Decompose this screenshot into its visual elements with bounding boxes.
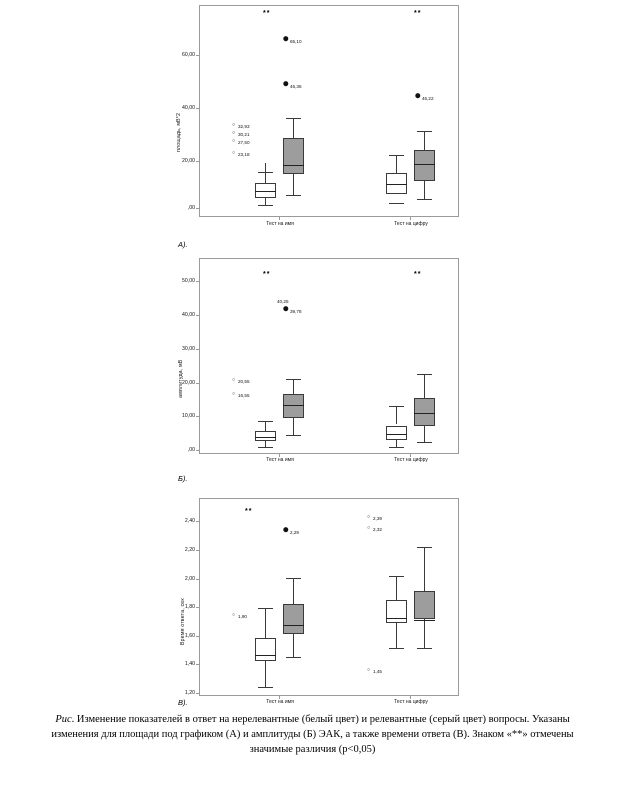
panel-b-median-1 — [255, 437, 276, 438]
panel-a-outlier-marker-6: ⬤ — [415, 93, 421, 99]
panel-v-ytick-mark-1 — [196, 664, 199, 665]
panel-a-cap-2-low — [286, 195, 301, 196]
panel-v-outlier-marker-4: ○ — [367, 667, 371, 673]
panel-b-xtick-1: Тест на имя — [266, 457, 294, 463]
panel-v-ytick-mark-6 — [196, 521, 199, 522]
panel-v-median-2 — [283, 625, 304, 626]
panel-v-ytick-mark-4 — [196, 579, 199, 580]
panel-b-significance-1: ** — [263, 271, 271, 278]
panel-a-xtick-mark-2 — [410, 217, 411, 220]
panel-b-ytick-mark-3 — [196, 349, 199, 350]
panel-b-significance-2: ** — [414, 271, 422, 278]
panel-a-outlier-label-1: 30,21 — [238, 132, 250, 137]
panel-a-ytick-0: ,00 — [187, 205, 195, 211]
panel-v-whisker-1 — [265, 608, 266, 638]
panel-v-xtick-1: Тест на имя — [266, 699, 294, 705]
panel-b-cap-1-low — [258, 447, 273, 448]
panel-b-ytick-mark-1 — [196, 416, 199, 417]
panel-a-outlier-label-0: 32,93 — [238, 124, 250, 129]
figure-caption-lead: Рис — [55, 714, 72, 725]
panel-a-median-4 — [414, 164, 435, 165]
panel-b-ytick-mark-0 — [196, 450, 199, 451]
panel-a-outlier-marker-3: ○ — [232, 150, 236, 156]
panel-b-cap-2-high — [286, 379, 301, 380]
panel-a-box-2 — [283, 138, 304, 174]
panel-a-ytick-3: 60,00 — [182, 52, 195, 58]
panel-a-box-4 — [414, 150, 435, 181]
panel-a-xtick-1: Тест на имя — [266, 221, 294, 227]
panel-b-whisker-3 — [396, 406, 397, 424]
panel-b-box-3 — [386, 426, 407, 440]
panel-v-outlier-label-0: 1,90 — [238, 614, 247, 619]
panel-b-outlier-label-0: 20,55 — [238, 379, 250, 384]
panel-v-whisker-3b — [396, 623, 397, 648]
panel-a-cap-3-high — [389, 155, 404, 156]
panel-a-ytick-mark-3 — [196, 55, 199, 56]
panel-v-outlier-label-2: 2,39 — [373, 516, 382, 521]
panel-b-ytick-mark-5 — [196, 281, 199, 282]
panel-b-median-4 — [414, 413, 435, 414]
panel-a-cap-2-high — [286, 118, 301, 119]
panel-a-label: А). — [178, 240, 188, 249]
panel-a-outlier-label-2: 27,50 — [238, 140, 250, 145]
panel-v-outlier-marker-2: ○ — [367, 514, 371, 520]
panel-v-xtick-2: Тест на цифру — [394, 699, 428, 705]
panel-v-significance-1: ** — [245, 508, 253, 515]
panel-a-plot-area — [199, 5, 459, 217]
panel-v-cap-3-high — [389, 576, 404, 577]
panel-a-outlier-marker-2: ○ — [232, 138, 236, 144]
panel-b-ytick-mark-4 — [196, 315, 199, 316]
panel-b-cap-1-high — [258, 421, 273, 422]
panel-v-whisker-2 — [293, 578, 294, 604]
panel-a-y-axis-label: площадь, мВ*2 — [176, 112, 182, 152]
panel-b-outlier-label-2: 40,25 — [277, 299, 289, 304]
panel-b-label: Б). — [178, 474, 188, 483]
panel-b-cap-3-high — [389, 406, 404, 407]
figure-caption — [40, 712, 585, 757]
panel-a-cap-4-low — [417, 199, 432, 200]
panel-v-ytick-mark-5 — [196, 550, 199, 551]
panel-b-outlier-marker-3: ⬤ — [283, 306, 289, 312]
panel-b-outlier-label-3: 39,78 — [290, 309, 302, 314]
panel-v-ytick-4: 2,00 — [184, 576, 195, 582]
panel-v-ytick-mark-2 — [196, 636, 199, 637]
panel-b-whisker-4 — [424, 374, 425, 398]
panel-v-ytick-mark-3 — [196, 607, 199, 608]
panel-b-ytick-2: 20,00 — [182, 380, 195, 386]
panel-a-outlier-marker-5: ⬤ — [283, 81, 289, 87]
panel-v-outlier-marker-1: ⬤ — [283, 527, 289, 533]
panel-b-y-axis-label: амплитуда, мВ — [178, 359, 184, 398]
panel-a-outlier-label-6: 46,22 — [422, 96, 434, 101]
panel-v-cap-1-low — [258, 687, 273, 688]
panel-a-outlier-label-4: 65,10 — [290, 39, 302, 44]
panel-a-cap-3-low — [389, 203, 404, 204]
panel-v-median-3 — [386, 618, 407, 619]
panel-a-cap-4-high — [417, 131, 432, 132]
panel-b-median-2 — [283, 405, 304, 406]
panel-v-outlier-marker-3: ○ — [367, 525, 371, 531]
panel-b-ytick-5: 50,00 — [182, 278, 195, 284]
panel-v-y-axis-label: Время ответа, сек — [180, 598, 186, 645]
panel-b-whisker-4b — [424, 424, 425, 442]
panel-b-outlier-marker-0: ○ — [232, 377, 236, 383]
panel-v-outlier-label-4: 1,45 — [373, 669, 382, 674]
panel-v-label: В). — [178, 698, 188, 707]
panel-v-cap-2-high — [286, 578, 301, 579]
panel-a-outlier-label-3: 23,18 — [238, 152, 250, 157]
panel-v-median-1 — [255, 655, 276, 656]
panel-a-median-1 — [255, 191, 276, 192]
panel-b-cap-2-low — [286, 435, 301, 436]
panel-v-ytick-6: 2,40 — [184, 518, 195, 524]
panel-v-cap-2-low — [286, 657, 301, 658]
panel-a-cap-1-high — [258, 172, 273, 173]
panel-v-outlier-marker-0: ○ — [232, 612, 236, 618]
panel-b-box-4 — [414, 398, 435, 426]
panel-b-box-1 — [255, 431, 276, 441]
panel-a-significance-2: ** — [414, 10, 422, 17]
panel-a-ytick-mark-0 — [196, 208, 199, 209]
panel-b-ytick-3: 30,00 — [182, 346, 195, 352]
panel-b-ytick-1: 10,00 — [182, 413, 195, 419]
panel-a-cap-1-low — [258, 205, 273, 206]
panel-b-cap-4-high — [417, 374, 432, 375]
panel-v-ytick-3: 1,80 — [184, 604, 195, 610]
panel-a-xtick-mark-1 — [279, 217, 280, 220]
panel-b-median-3 — [386, 434, 407, 435]
panel-a-ytick-mark-1 — [196, 161, 199, 162]
panel-b-ytick-mark-2 — [196, 383, 199, 384]
panel-a-significance-1: ** — [263, 10, 271, 17]
panel-b-cap-4-low — [417, 442, 432, 443]
panel-a-ytick-1: 20,00 — [182, 158, 195, 164]
panel-a-outlier-marker-1: ○ — [232, 130, 236, 136]
panel-v-box-1 — [255, 638, 276, 661]
panel-v-box-3 — [386, 600, 407, 623]
panel-v-ytick-5: 2,20 — [184, 547, 195, 553]
panel-v-ytick-1: 1,40 — [184, 661, 195, 667]
panel-b-ytick-0: ,00 — [187, 447, 195, 453]
panel-v-cap-3-low — [389, 648, 404, 649]
panel-v-median-4 — [414, 620, 435, 621]
panel-v-box-2 — [283, 604, 304, 634]
figure-caption-text: . Изменение показателей в ответ на нерелевантные (белый цвет) и релевантные (серый цвет) вопросы. Указаны изменения для площади под графиком (А) и амплитуды (Б) ЭАК, а также времени ответа (В). Знаком «**» отмечены значимые различия (p<0,05) — [51, 714, 574, 755]
panel-v-ytick-mark-0 — [196, 693, 199, 694]
panel-b-outlier-marker-1: ○ — [232, 391, 236, 397]
panel-a-median-2 — [283, 165, 304, 166]
panel-b-whisker-2b — [293, 418, 294, 435]
panel-a-xtick-2: Тест на цифру — [394, 221, 428, 227]
panel-a-ytick-2: 40,00 — [182, 105, 195, 111]
panel-v-ytick-0: 1,20 — [184, 690, 195, 696]
panel-a-outlier-marker-4: ⬤ — [283, 36, 289, 42]
panel-v-cap-4-low — [417, 648, 432, 649]
panel-v-whisker-2b — [293, 634, 294, 657]
panel-v-outlier-label-1: 2,29 — [290, 530, 299, 535]
panel-a-median-3 — [386, 184, 407, 185]
panel-b-outlier-label-1: 16,55 — [238, 393, 250, 398]
panel-b-xtick-2: Тест на цифру — [394, 457, 428, 463]
panel-a-ytick-mark-2 — [196, 108, 199, 109]
panel-v-whisker-3 — [396, 576, 397, 600]
panel-v-box-4 — [414, 591, 435, 619]
panel-a-outlier-label-5: 46,36 — [290, 84, 302, 89]
panel-v-cap-4-high — [417, 547, 432, 548]
panel-b-cap-3-low — [389, 447, 404, 448]
panel-v-whisker-4 — [424, 547, 425, 591]
panel-b-ytick-4: 40,00 — [182, 312, 195, 318]
panel-a-outlier-marker-0: ○ — [232, 122, 236, 128]
panel-v-whisker-4b — [424, 619, 425, 648]
panel-v-ytick-2: 1,60 — [184, 633, 195, 639]
panel-v-outlier-label-3: 2,32 — [373, 527, 382, 532]
panel-v-cap-1-high — [258, 608, 273, 609]
